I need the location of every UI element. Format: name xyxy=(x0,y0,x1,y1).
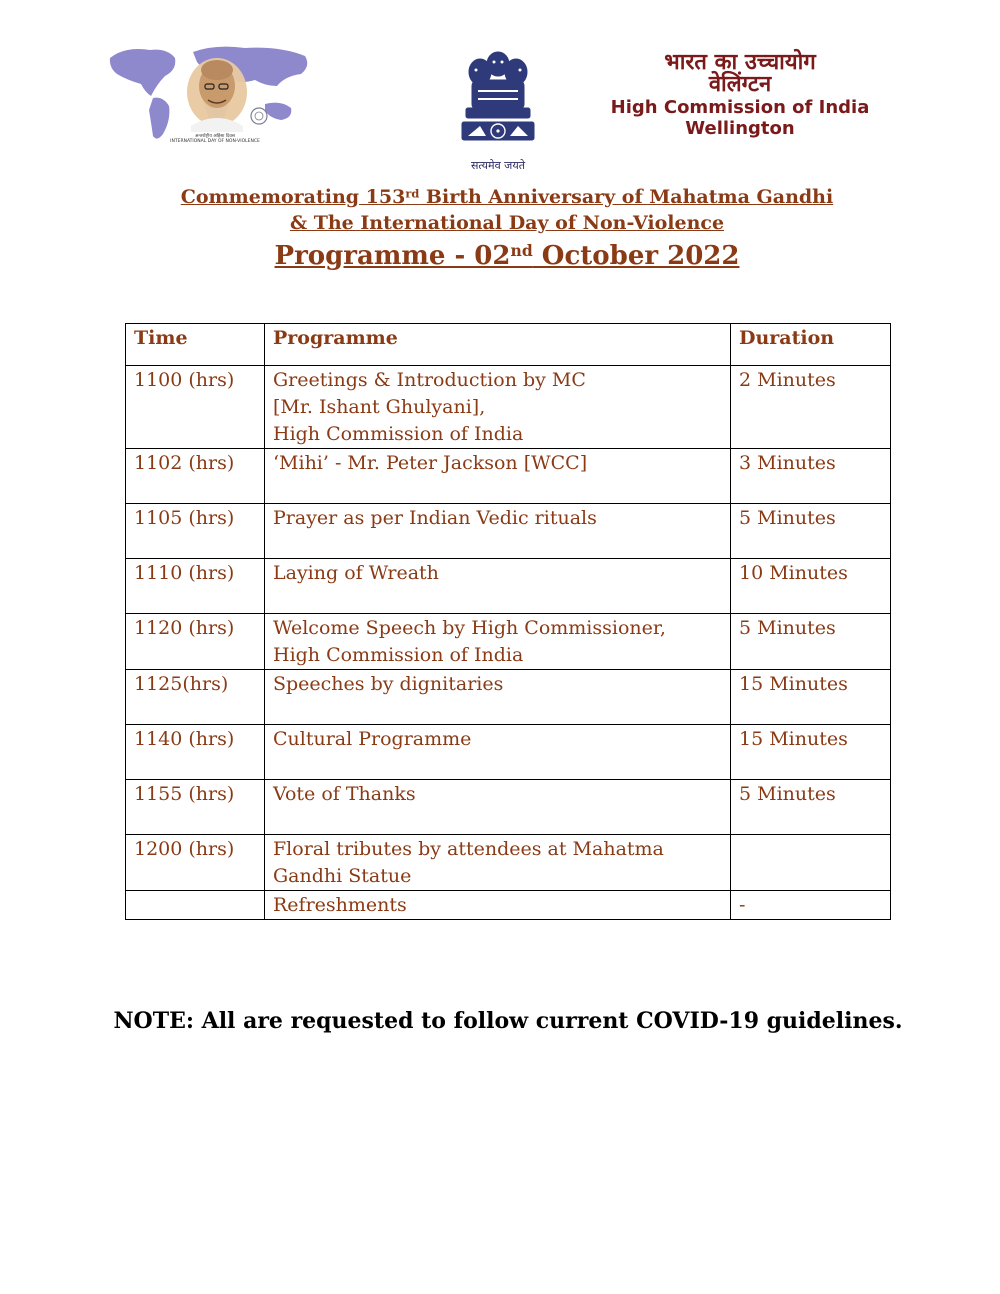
table-row xyxy=(126,725,891,780)
table-header-row xyxy=(126,324,891,366)
table-row xyxy=(126,504,891,559)
time-cell: 1140 (hrs) xyxy=(126,725,265,780)
time-cell: 1200 (hrs) xyxy=(126,835,265,891)
duration-cell xyxy=(731,835,891,891)
organisation-name xyxy=(610,52,870,139)
programme-cell: ‘Mihi’ - Mr. Peter Jackson [WCC] xyxy=(265,449,731,504)
duration-cell: 15 Minutes xyxy=(731,725,891,780)
org-english-line1: High Commission of India xyxy=(610,97,870,118)
ashoka-emblem-icon xyxy=(458,46,538,158)
map-logo-caption xyxy=(160,134,270,144)
programme-cell: Floral tributes by attendees at Mahatma Gandhi Statue xyxy=(265,835,731,891)
time-cell: 1125(hrs) xyxy=(126,670,265,725)
programme-cell: Welcome Speech by High Commissioner, High Commission of India xyxy=(265,614,731,670)
table-row xyxy=(126,670,891,725)
document-header xyxy=(0,0,1000,180)
emblem-motto: सत्यमेव जयते xyxy=(470,159,525,172)
time-cell: 1120 (hrs) xyxy=(126,614,265,670)
map-caption-english: INTERNATIONAL DAY OF NON-VIOLENCE xyxy=(170,139,260,144)
programme-cell: Refreshments xyxy=(265,891,731,920)
duration-cell: 15 Minutes xyxy=(731,670,891,725)
duration-cell: - xyxy=(731,891,891,920)
column-header-time: Time xyxy=(126,324,265,366)
time-cell: 1105 (hrs) xyxy=(126,504,265,559)
org-hindi-line1: भारत का उच्चायोग xyxy=(664,50,816,75)
org-english-line2: Wellington xyxy=(685,118,795,139)
duration-cell: 2 Minutes xyxy=(731,366,891,449)
commemoration-title xyxy=(14,184,1000,210)
time-cell: 1100 (hrs) xyxy=(126,366,265,449)
programme-cell: Laying of Wreath xyxy=(265,559,731,614)
ordinal-suffix: rd xyxy=(405,186,420,201)
time-cell: 1102 (hrs) xyxy=(126,449,265,504)
date-ordinal-suffix: nd xyxy=(510,241,533,261)
table-row xyxy=(126,559,891,614)
table-row xyxy=(126,614,891,670)
programme-cell: Greetings & Introduction by MC [Mr. Ishant Ghulyani], High Commission of India xyxy=(265,366,731,449)
programme-date-title xyxy=(14,236,1000,276)
map-caption-hindi: अन्तर्राष्ट्रीय अहिंसा दिवस xyxy=(195,134,235,139)
table-row xyxy=(126,780,891,835)
duration-cell: 5 Minutes xyxy=(731,504,891,559)
table-row xyxy=(126,891,891,920)
duration-cell: 5 Minutes xyxy=(731,614,891,670)
time-cell: 1155 (hrs) xyxy=(126,780,265,835)
table-row xyxy=(126,449,891,504)
column-header-programme: Programme xyxy=(265,324,731,366)
programme-cell: Cultural Programme xyxy=(265,725,731,780)
programme-date-end: October 2022 xyxy=(532,241,740,271)
programme-cell: Vote of Thanks xyxy=(265,780,731,835)
covid-note: NOTE: All are requested to follow current COVID-19 guidelines. xyxy=(113,1008,903,1034)
commemoration-title-end: Birth Anniversary of Mahatma Gandhi xyxy=(419,186,834,208)
duration-cell: 5 Minutes xyxy=(731,780,891,835)
column-header-duration: Duration xyxy=(731,324,891,366)
duration-cell: 10 Minutes xyxy=(731,559,891,614)
time-cell xyxy=(126,891,265,920)
table-row xyxy=(126,835,891,891)
time-cell: 1110 (hrs) xyxy=(126,559,265,614)
table-row xyxy=(126,366,891,449)
programme-cell: Speeches by dignitaries xyxy=(265,670,731,725)
commemoration-title-start: Commemorating 153 xyxy=(180,186,406,208)
non-violence-day-title: & The International Day of Non-Violence xyxy=(289,212,725,234)
duration-cell: 3 Minutes xyxy=(731,449,891,504)
org-hindi-line2: वेलिंग्टन xyxy=(708,72,772,97)
document-titles xyxy=(0,184,1000,276)
programme-cell: Prayer as per Indian Vedic rituals xyxy=(265,504,731,559)
programme-table xyxy=(125,323,891,920)
programme-date-start: Programme - 02 xyxy=(274,241,511,271)
